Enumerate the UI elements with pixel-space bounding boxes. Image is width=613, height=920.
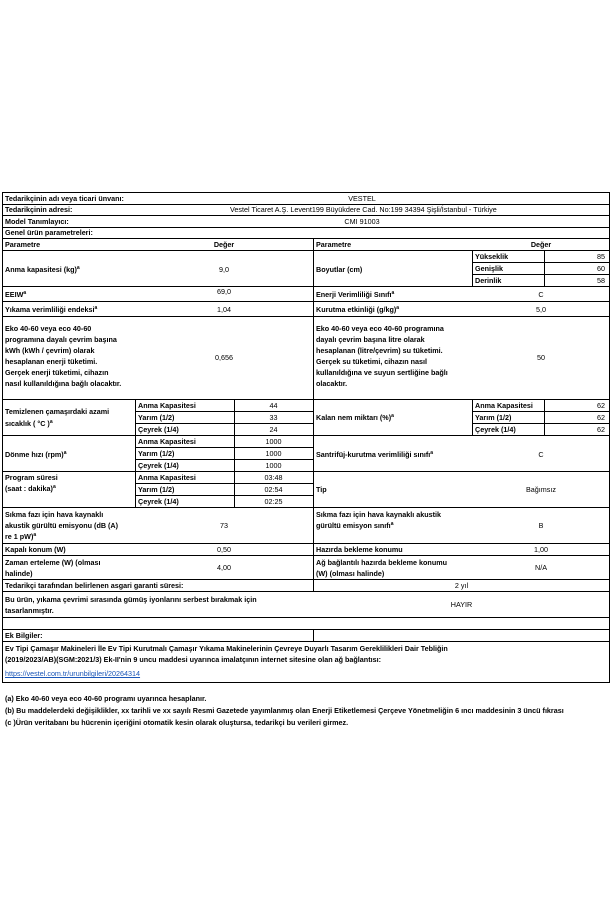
grid-line [472, 262, 610, 263]
grid-line [472, 399, 473, 435]
capacity-value: 9,0 [219, 265, 229, 274]
grid-line [2, 617, 610, 618]
grid-line [2, 435, 610, 436]
product-information-sheet [2, 192, 610, 747]
extra-info-title: Ek Bilgiler: [5, 631, 43, 640]
energy-class-value: C [538, 290, 544, 299]
grid-line [135, 459, 313, 460]
grid-line [2, 641, 610, 642]
grid-line [135, 447, 313, 448]
grid-line [2, 250, 610, 251]
delay-start-label: Zaman erteleme (W) (olması halinde) [5, 558, 101, 578]
manufacturer-link-anchor[interactable]: https://vestel.com.tr/urunbilgileri/20264314 [5, 669, 141, 678]
wash-index-label: Yıkama verimliliği endeksi$^a$ [5, 305, 98, 314]
drying-efficiency-label: Kurutma etkinliği $(g/kg)^a$ [316, 305, 400, 314]
standby-value: 1,00 [534, 545, 548, 554]
duration-rated-label: Anma Kapasitesi [138, 473, 196, 482]
grid-line [2, 192, 610, 193]
grid-line [472, 411, 610, 412]
spin-speed-label: Dönme hızı (rpm)$^a$ [5, 450, 67, 459]
grid-line [2, 227, 610, 228]
spin-class-value: C [538, 450, 544, 459]
network-standby-label: Ağ bağlantılı hazırda bekleme konumu (W) (olması halinde) [316, 558, 447, 578]
grid-line [313, 629, 314, 641]
grid-line [472, 274, 610, 275]
model-label: Model Tanımlayıcı: [5, 217, 69, 226]
supplier-value: VESTEL [348, 194, 376, 203]
grid-line [2, 629, 610, 630]
grid-line [472, 423, 610, 424]
water-consumption-label: Eko 40-60 veya eco 40-60 programına dayalı çevrim başına litre olarak hesaplanan (litre/çevrim) su tüketimi. Gerçek su tüketimi, cihazın nasıl kullanıldığına ve suyun sertliğine bağlı olacaktır. [316, 324, 448, 388]
spin-rated-value: 1000 [265, 437, 282, 446]
grid-line [2, 507, 610, 508]
silver-ions-value: HAYIR [450, 600, 473, 609]
spin-quarter-label: Çeyrek (1/4) [138, 461, 179, 470]
max-temp-half-label: Yarım (1/2) [138, 413, 175, 422]
grid-line [2, 192, 3, 682]
warranty-label: Tedarikçi tarafından belirlenen asgari garanti süresi: [5, 581, 184, 590]
grid-line [2, 215, 610, 216]
grid-line [2, 471, 610, 472]
type-value: Bağımsız [526, 485, 556, 494]
drying-efficiency-value: 5,0 [536, 305, 546, 314]
off-mode-value: 0,50 [217, 545, 231, 554]
delay-start-value: 4,00 [217, 563, 231, 572]
noise-class-value: B [538, 521, 544, 530]
depth-label: Derinlik [475, 276, 502, 285]
address-value: Vestel Ticaret A.Ş. Levent199 Büyükdere Cad. No:199 34394 Şişli/İstanbul - Türkiye [230, 205, 497, 214]
duration-rated-value: 03:48 [264, 473, 283, 482]
extra-info-text: Ev Tipi Çamaşır Makineleri İle Ev Tipi Kurutmalı Çamaşır Yıkama Makinelerinin Çevreye Duyarlı Tasarım Gereklilikleri Dair Tebliğin (2019/2023/AB)(SGM:2021/3) Ek-II'nin 9 uncu maddesi uyarınca imalatçının internet sitesine olan ağ bağlantısı: [5, 644, 448, 664]
duration-quarter-value: 02:25 [264, 497, 283, 506]
residual-moisture-label: Kalan nem miktarı (%)$^a$ [316, 413, 394, 422]
column-parameter-left: Parametre [5, 240, 41, 249]
column-parameter-right: Parametre [316, 240, 352, 249]
grid-line [135, 399, 136, 507]
width-value: 60 [597, 264, 605, 273]
capacity-label: Anma kapasitesi (kg)$^a$ [5, 265, 80, 274]
model-value: CMI 91003 [344, 217, 380, 226]
energy-consumption-label: Eko 40-60 veya eco 40-60 programına dayalı çevrim başına kWh (kWh / çevrim) olarak hesaplanan enerji tüketimi. Gerçek enerji tüketimi, cihazın nasıl kullanıldığına bağlı olacaktır. [5, 324, 122, 388]
max-temperature-label: Temizlenen çamaşırdaki azami sıcaklık ( °C )$^a$ [5, 407, 110, 428]
grid-line [2, 682, 610, 683]
warranty-value: 2 yıl [454, 581, 469, 590]
noise-emission-value: 73 [220, 521, 228, 530]
column-value-right: Değer [530, 240, 552, 249]
noise-emission-label: Sıkma fazı için hava kaynaklı akustik gürültü emisyonu (dB (A) re 1 pW)$^a$ [5, 510, 119, 541]
duration-half-value: 02:54 [264, 485, 283, 494]
max-temp-half-value: 33 [269, 413, 278, 422]
grid-line [472, 250, 473, 286]
width-label: Genişlik [475, 264, 503, 273]
off-mode-label: Kapalı konum (W) [5, 545, 66, 554]
moisture-rated-label: Anma Kapasitesi [475, 401, 533, 410]
height-value: 85 [597, 252, 605, 261]
moisture-quarter-value: 62 [597, 425, 605, 434]
grid-line [135, 423, 313, 424]
grid-line [2, 301, 610, 302]
max-temp-quarter-value: 24 [269, 425, 278, 434]
noise-class-label: Sıkma fazı için hava kaynaklı akustik gürültü emisyon sınıfı$^a$ [316, 510, 442, 530]
grid-line [544, 250, 545, 286]
grid-line [2, 238, 610, 239]
grid-line [2, 543, 610, 544]
eeiw-value: 69,0 [217, 287, 231, 296]
program-duration-label: Program süresi (saat : dakika)$^a$ [5, 473, 58, 493]
grid-line [2, 579, 610, 580]
spin-class-label: Santrifüj-kurutma verimliliği sınıfı$^a$ [316, 450, 434, 459]
grid-line [135, 495, 313, 496]
spin-rated-label: Anma Kapasitesi [138, 437, 196, 446]
grid-line [2, 399, 610, 400]
grid-line [313, 238, 314, 591]
footnote-b: (b) Bu maddelerdeki değişiklikler, xx tarihli ve xx sayılı Resmi Gazetede yayımlanmış olan Enerji Etiketlemesi Çerçeve Yönetmeliğin 6 ıncı maddesinin 3 üncü fıkrası [5, 706, 564, 715]
max-temp-rated-label: Anma Kapasitesi [138, 401, 196, 410]
standby-label: Hazırda bekleme konumu [316, 545, 403, 554]
moisture-rated-value: 62 [597, 401, 605, 410]
network-standby-value: N/A [535, 563, 547, 572]
eeiw-label: EEIW$^a$ [5, 290, 27, 299]
spin-quarter-value: 1000 [265, 461, 282, 470]
silver-ions-label: Bu ürün, yıkama çevrimi sırasında gümüş iyonlarını serbest bırakmak için tasarlanmıştır. [5, 595, 257, 615]
energy-class-label: Enerji Verimliliği Sınıfı$^a$ [316, 290, 395, 299]
max-temp-quarter-label: Çeyrek (1/4) [138, 425, 179, 434]
energy-consumption-value: 0,656 [215, 353, 233, 362]
moisture-quarter-label: Çeyrek (1/4) [475, 425, 516, 434]
spin-half-label: Yarım (1/2) [138, 449, 175, 458]
manufacturer-link[interactable] [5, 669, 140, 678]
address-label: Tedarikçinin adresi: [5, 205, 73, 214]
water-consumption-value: 50 [537, 353, 545, 362]
general-parameters-label: Genel ürün parametreleri: [5, 228, 93, 237]
moisture-half-label: Yarım (1/2) [475, 413, 512, 422]
supplier-label: Tedarikçinin adı veya ticari ünvanı: [5, 194, 124, 203]
moisture-half-value: 62 [597, 413, 605, 422]
grid-line [544, 399, 545, 435]
spin-half-value: 1000 [265, 449, 282, 458]
grid-line [135, 483, 313, 484]
column-value-left: Değer [213, 240, 235, 249]
grid-line [2, 591, 610, 592]
duration-half-label: Yarım (1/2) [138, 485, 175, 494]
wash-index-value: 1,04 [217, 305, 231, 314]
grid-line [135, 411, 313, 412]
depth-value: 58 [597, 276, 605, 285]
height-label: Yükseklik [475, 252, 509, 261]
max-temp-rated-value: 44 [269, 401, 278, 410]
type-label: Tip [316, 485, 327, 494]
footnote-a: (a) Eko 40-60 veya eco 40-60 programı uyarınca hesaplanır. [5, 694, 207, 703]
duration-quarter-label: Çeyrek (1/4) [138, 497, 179, 506]
grid-line [2, 316, 610, 317]
grid-line [2, 555, 610, 556]
footnote-c: (c )Ürün veritabanı bu hücrenin içeriğini otomatik kesin olarak oluştursa, tedarikçi bu verileri girmez. [5, 718, 349, 727]
dimensions-label: Boyutlar (cm) [316, 265, 363, 274]
